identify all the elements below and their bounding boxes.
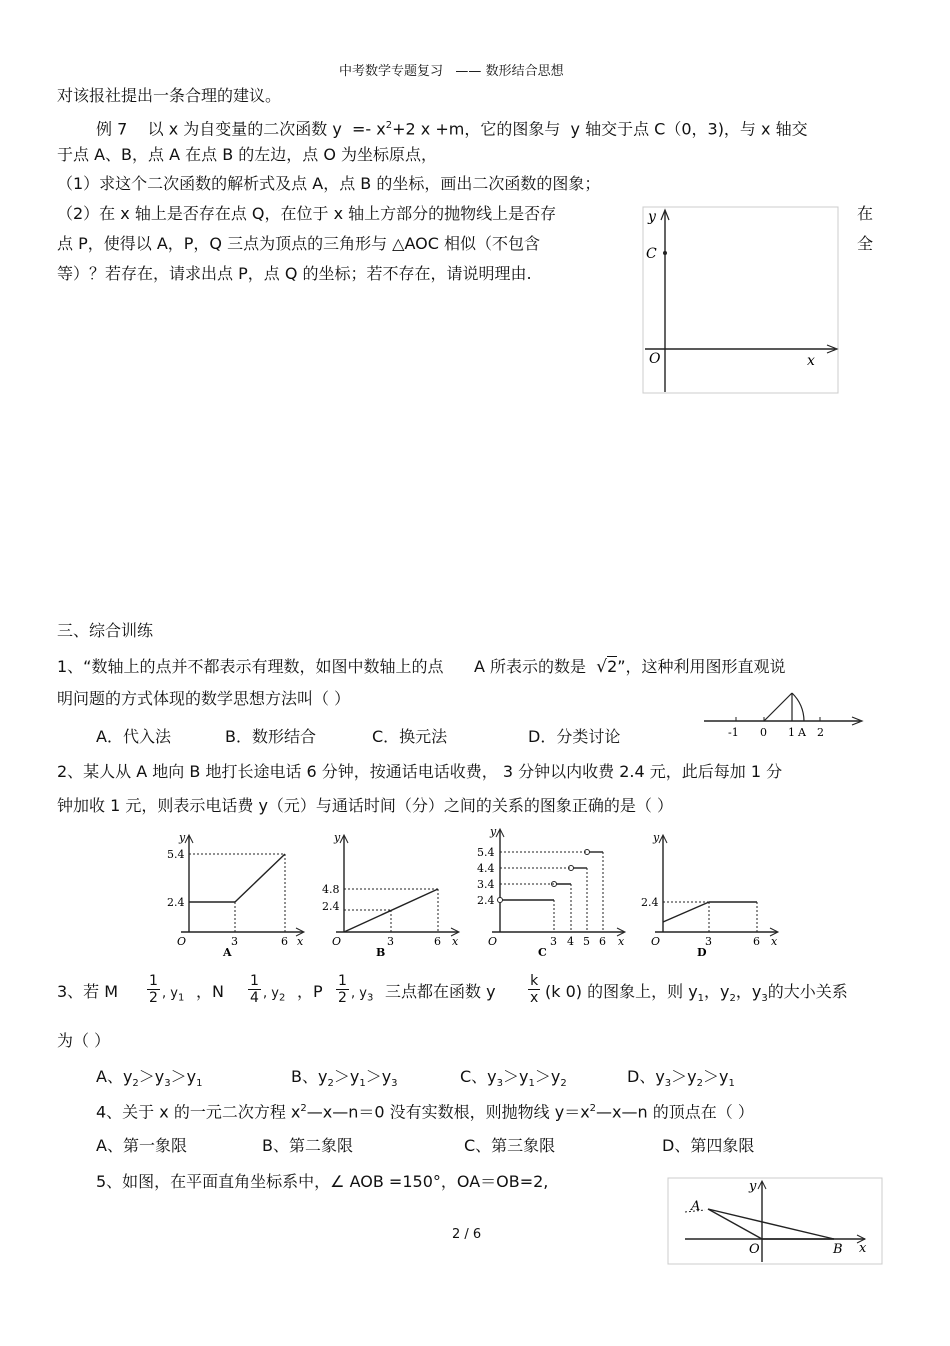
q1-option-d[interactable]: D．分类讨论 — [528, 727, 621, 746]
q4-option-c[interactable]: C、第三象限 — [464, 1136, 556, 1155]
q2-graph-c[interactable] — [472, 826, 632, 958]
svg-text:4.4: 4.4 — [477, 862, 495, 875]
q1-option-c[interactable]: C．换元法 — [372, 727, 448, 746]
svg-text:x: x — [771, 935, 778, 948]
svg-text:3.4: 3.4 — [477, 878, 495, 891]
fig7-x-label: x — [807, 353, 815, 369]
q3-p-fraction: $\frac{1}{2}$ — [338, 973, 347, 1006]
q2d-label: D — [697, 946, 707, 958]
q3-m-tail: , $y_1$ — [162, 986, 185, 1004]
svg-text:4: 4 — [567, 935, 574, 948]
svg-text:4.8: 4.8 — [322, 883, 340, 896]
q2-line1: 2、某人从 A 地向 B 地打长途电话 6 分钟，按通话电话收费， 3 分钟以内收费 2.4 元，此后每加 1 分 — [57, 762, 783, 781]
q1-label-2: 2 — [817, 726, 824, 739]
svg-text:3: 3 — [705, 935, 712, 948]
svg-text:5: 5 — [583, 935, 590, 948]
svg-text:6: 6 — [434, 935, 441, 948]
q1-label-a: A — [798, 726, 806, 739]
q3-option-c[interactable]: C、$y_3>y_1>y_2$ — [460, 1067, 567, 1090]
svg-text:x: x — [297, 935, 304, 948]
svg-text:y: y — [653, 832, 660, 844]
q5-b-label: B — [833, 1242, 843, 1257]
svg-text:2.4: 2.4 — [477, 894, 495, 907]
q2-graph-d[interactable] — [637, 832, 783, 958]
svg-text:2.4: 2.4 — [322, 900, 340, 913]
q3-p-lead: ，P — [297, 982, 323, 1001]
svg-text:O: O — [332, 935, 342, 948]
q5-x-label: x — [859, 1241, 867, 1256]
svg-text:2.4: 2.4 — [641, 896, 659, 909]
fig7-c-label: C — [646, 246, 657, 262]
svg-text:6: 6 — [753, 935, 760, 948]
svg-text:5.4: 5.4 — [477, 846, 495, 859]
svg-text:y: y — [490, 826, 497, 838]
q2-line2: 钟加收 1 元，则表示电话费 y（元）与通话时间（分）之间的关系的图象正确的是（ ） — [57, 796, 673, 815]
svg-text:x: x — [618, 935, 625, 948]
svg-text:6: 6 — [281, 935, 288, 948]
example7-part2-line2: 点 P，使得以 A，P，Q 三点为顶点的三角形与 △AOC 相似（不包含 — [57, 234, 541, 253]
svg-text:3: 3 — [387, 935, 394, 948]
header-title: 中考数学专题复习 —— 数形结合思想 — [339, 64, 564, 79]
q1-label-neg1: -1 — [728, 726, 739, 739]
q4-option-a[interactable]: A、第一象限 — [96, 1136, 187, 1155]
q1-label-0: 0 — [760, 726, 767, 739]
q2-graph-b[interactable] — [318, 832, 464, 958]
svg-text:x: x — [452, 935, 459, 948]
q1-number-line-figure — [700, 688, 870, 740]
q3-lead: 3、若 M — [57, 982, 119, 1001]
q3-k-fraction: $\frac{k}{x}$ — [530, 973, 539, 1006]
svg-text:3: 3 — [550, 935, 557, 948]
example7-part2-line1: （2）在 x 轴上是否存在点 Q，在位于 x 轴上方部分的抛物线上是否存 — [57, 204, 557, 223]
example7-part2-wrap2: 全 — [857, 234, 874, 253]
q1-line2: 明问题的方式体现的数学思想方法叫（ ） — [57, 689, 351, 708]
q5-a-label: A — [691, 1199, 701, 1214]
q1-line1: 1、“数轴上的点并不都表示有理数，如图中数轴上的点 A 所表示的数是 √2”，这种利用图形直观说 — [57, 657, 786, 677]
q3-option-a[interactable]: A、$y_2>y_3>y_1$ — [96, 1067, 203, 1090]
q5-line: 5、如图，在平面直角坐标系中，∠ AOB =150°，OA＝OB=2, — [96, 1172, 549, 1191]
q2a-ytick-2-4: 2.4 — [167, 896, 185, 909]
example7-coordinate-figure — [640, 204, 842, 396]
q2c-label: C — [538, 946, 547, 958]
fig7-o-label: O — [649, 351, 661, 367]
q2-graph-a[interactable] — [163, 832, 309, 958]
example7-line2: 于点 A、B，点 A 在点 B 的左边，点 O 为坐标原点， — [57, 145, 438, 164]
example7-part1: （1）求这个二次函数的解析式及点 A，点 B 的坐标，画出二次函数的图象； — [57, 174, 601, 193]
q2a-ytick-5-4: 5.4 — [167, 848, 185, 861]
q5-figure — [667, 1176, 885, 1266]
q2a-label: A — [223, 946, 232, 958]
example7-line1: 例 7 以 x 为自变量的二次函数 $y =- x^2+2$ x +m，它的图象与 y 轴交于点 C（0，3)，与 x 轴交 — [96, 119, 808, 139]
q3-p-tail: , $y_3$ — [351, 986, 374, 1004]
svg-text:6: 6 — [599, 935, 606, 948]
q3-n-fraction: $\frac{1}{4}$ — [250, 973, 259, 1006]
q3-k-tail: (k 0) 的图象上，则 $y_1$，$y_2$，$y_3$的大小关系 — [545, 982, 848, 1005]
svg-text:O: O — [488, 935, 498, 948]
q3-option-d[interactable]: D、$y_3>y_2>y_1$ — [627, 1067, 735, 1090]
svg-text:3: 3 — [231, 935, 238, 948]
q1-option-a[interactable]: A．代入法 — [96, 727, 171, 746]
q4-line: 4、关于 x 的一元二次方程 $x^2—x—n=0$ 没有实数根，则抛物线 $y=x^2—x—n$ 的顶点在（ ） — [96, 1102, 754, 1122]
q3-line2: 为（ ） — [57, 1031, 111, 1050]
fig7-y-label: y — [648, 209, 656, 225]
q3-option-b[interactable]: B、$y_2>y_1>y_3$ — [291, 1067, 398, 1090]
example7-part2-line3: 等）？若存在，请求出点 P，点 Q 的坐标；若不存在，请说明理由. — [57, 264, 532, 283]
q5-y-label: y — [749, 1179, 757, 1194]
q3-m-fraction: $\frac{1}{2}$ — [149, 973, 158, 1006]
q4-option-d[interactable]: D、第四象限 — [662, 1136, 755, 1155]
svg-text:y: y — [179, 832, 186, 844]
section3-title: 三、综合训练 — [57, 621, 154, 640]
svg-text:O: O — [177, 935, 187, 948]
q1-label-1: 1 — [788, 726, 795, 739]
intro-line: 对该报社提出一条合理的建议。 — [57, 86, 282, 105]
q3-n-lead: ，N — [196, 982, 224, 1001]
svg-text:O: O — [651, 935, 661, 948]
q4-option-b[interactable]: B、第二象限 — [262, 1136, 353, 1155]
q3-n-tail: , $y_2$ — [263, 986, 286, 1004]
svg-text:y: y — [334, 832, 341, 844]
q3-mid: 三点都在函数 y — [385, 982, 496, 1001]
q2b-label: B — [376, 946, 386, 958]
q1-sqrt-value: 2 — [607, 657, 618, 676]
q5-o-label: O — [749, 1242, 760, 1257]
q1-option-b[interactable]: B．数形结合 — [225, 727, 316, 746]
page-number: 2 / 6 — [452, 1227, 482, 1242]
example7-part2-wrap1: 在 — [857, 204, 874, 223]
